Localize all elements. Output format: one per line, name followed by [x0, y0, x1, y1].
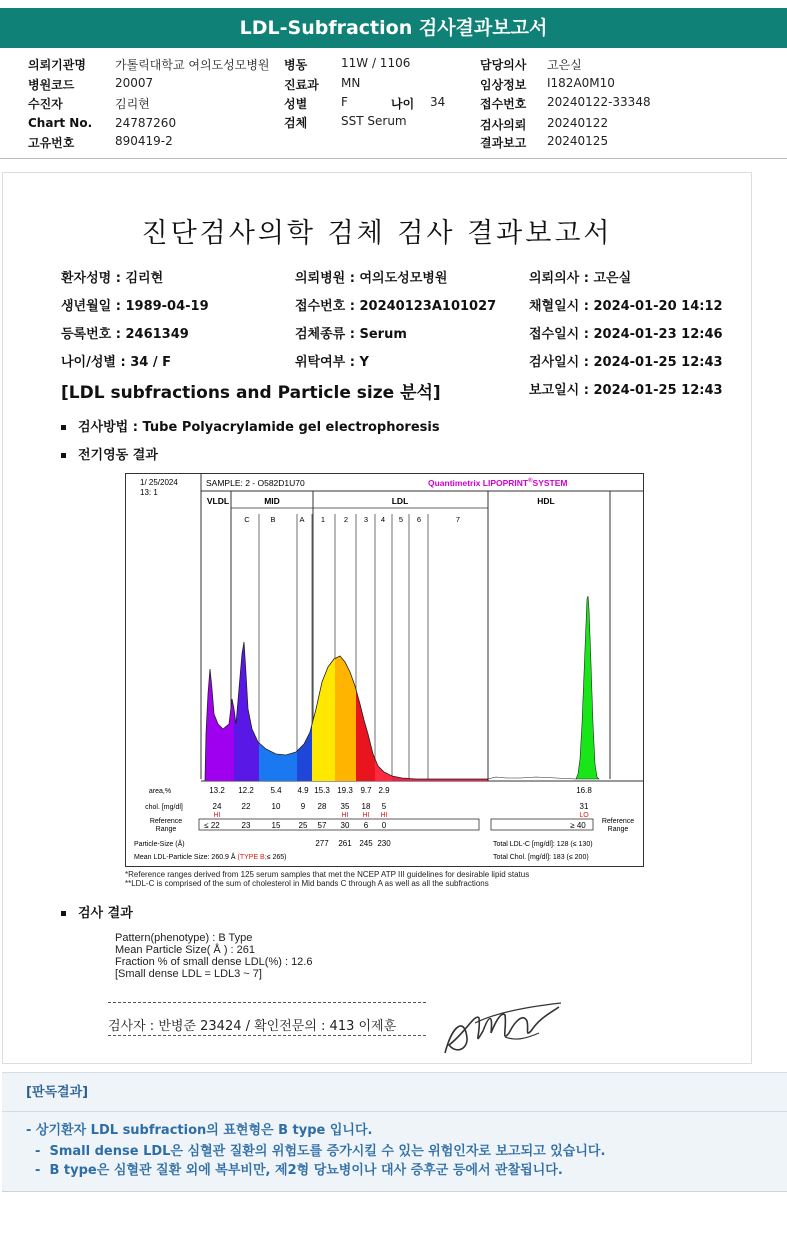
ref-value: 30 — [340, 821, 350, 830]
report-title: LDL-Subfraction 검사결과보고서 — [239, 17, 548, 39]
band-fill-l2 — [335, 624, 356, 781]
document-title: 진단검사의학 검체 검사 결과보고서 — [141, 218, 613, 249]
patient-info: 환자성명 : 김리현 — [61, 271, 164, 286]
header-key: 병원코드 — [28, 78, 75, 92]
band-label-C: C — [244, 515, 250, 524]
group-label-ldl: LDL — [391, 496, 409, 506]
header-key: 검체 — [284, 116, 308, 130]
signature-dash-top — [108, 1002, 426, 1003]
band-label-1: 1 — [320, 515, 326, 524]
chol-flag: HI — [213, 812, 221, 819]
ref-value: ≤ 22 — [204, 821, 220, 830]
ref-value: ≥ 40 — [570, 821, 586, 830]
ref-value: 0 — [381, 821, 387, 830]
chol-flag: HI — [380, 812, 388, 819]
patient-info: 접수번호 : 20240123A101027 — [295, 299, 497, 314]
band-label-B: B — [270, 515, 276, 524]
band-label-5: 5 — [398, 515, 404, 524]
chart-note-1: *Reference ranges derived from 125 serum samples that met the NCEP ATP III guidelines for desirable lipid status — [125, 870, 530, 879]
chart-note-2: **LDL-C is comprised of the sum of cholesterol in Mid bands C through A as well as all the subfractions — [125, 879, 489, 888]
header-value: 가톨릭대학교 여의도성모병원 — [115, 58, 270, 72]
band-label-2: 2 — [343, 515, 349, 524]
chart-brand: Quantimetrix LIPOPRINT®SYSTEM — [428, 478, 568, 488]
header-key: 접수번호 — [480, 97, 527, 111]
electro-bullet — [61, 444, 158, 463]
ref-value: 57 — [317, 821, 327, 830]
area-value: 12.2 — [238, 786, 254, 795]
band-fill-a — [297, 624, 312, 781]
chart-sample: SAMPLE: 2 - O582D1U70 — [206, 478, 305, 488]
ref-value: 15 — [271, 821, 281, 830]
group-label-vldl: VLDL — [206, 496, 230, 506]
header-value: F — [341, 95, 348, 109]
chol-value: 9 — [300, 802, 306, 811]
area-value: 5.4 — [270, 786, 282, 795]
group-label-hdl: HDL — [537, 496, 555, 506]
chol-flag: HI — [362, 812, 370, 819]
interpretation-line: - Small dense LDL은 심혈관 질환의 위험도를 증가시킬 수 있는 위험인자로 보고되고 있습니다. — [26, 1144, 606, 1159]
area-value: 2.9 — [378, 786, 390, 795]
header-value: 고은실 — [547, 58, 582, 72]
patient-info: 검체종류 : Serum — [295, 327, 407, 342]
band-label-6: 6 — [416, 515, 422, 524]
header-key: 임상정보 — [480, 78, 527, 92]
header-value: 34 — [430, 95, 446, 109]
electrophoresis-svg — [126, 474, 643, 866]
header-key: 성별 — [284, 97, 308, 111]
ref-label-right: Reference — [601, 818, 635, 825]
header-value: 11W / 1106 — [341, 56, 411, 70]
chol-value: 35 — [340, 802, 350, 811]
header-key: 검사의뢰 — [480, 118, 527, 132]
request-header — [0, 52, 787, 152]
band-fill-b — [259, 624, 297, 781]
header-value: 김리현 — [115, 97, 150, 111]
result-pattern: Pattern(phenotype) : B Type — [115, 932, 253, 944]
signature-line: 검사자 : 반병준 23424 / 확인전문의 : 413 이제훈 — [108, 1019, 397, 1034]
group-label-mid: MID — [264, 496, 280, 506]
chol-value: 18 — [361, 802, 371, 811]
area-value: 9.7 — [360, 786, 372, 795]
patient-info: 등록번호 : 2461349 — [61, 327, 189, 342]
report-title-bar — [0, 8, 787, 48]
psize-value: 245 — [359, 839, 373, 848]
chol-value: 31 — [579, 802, 589, 811]
chol-value: 28 — [317, 802, 327, 811]
signature-dash-bottom — [108, 1035, 426, 1036]
chol-value: 10 — [271, 802, 281, 811]
mean-ldl-size: Mean LDL-Particle Size: 260.9 Å (TYPE B;≤ 265) — [134, 854, 287, 861]
chol-label: chol. [mg/dl] — [145, 804, 183, 811]
patient-info: 접수일시 : 2024-01-23 12:46 — [529, 327, 723, 342]
ref-value: 23 — [241, 821, 251, 830]
interpretation-label: [판독결과] — [26, 1085, 89, 1100]
header-value: 20240122-33348 — [547, 95, 651, 109]
ref-label: Reference — [149, 818, 183, 825]
band-fill-vldl — [205, 624, 234, 781]
psize-value: 277 — [315, 839, 329, 848]
band-label-7: 7 — [455, 515, 461, 524]
report-document — [2, 172, 752, 1064]
bullet-icon — [61, 453, 66, 458]
interpretation-panel — [2, 1072, 787, 1192]
header-key: 의뢰기관명 — [28, 58, 86, 72]
ref-value: 6 — [363, 821, 369, 830]
total-ldl: Total LDL-C [mg/dl]: 128 (≤ 130) — [493, 841, 593, 848]
band-label-3: 3 — [363, 515, 369, 524]
ref-label: Range — [155, 826, 177, 833]
interpretation-line: - B type은 심혈관 질환 외에 복부비만, 제2형 당뇨병이나 대사 증후군 등에서 관찰됩니다. — [26, 1163, 563, 1178]
electrophoresis-chart — [125, 473, 644, 867]
header-key: 담당의사 — [480, 58, 527, 72]
header-value: 20240125 — [547, 134, 609, 148]
header-value: MN — [341, 76, 361, 90]
chol-value: 22 — [241, 802, 251, 811]
header-key: 나이 — [391, 97, 415, 111]
chol-value: 24 — [212, 802, 222, 811]
patient-info: 검사일시 : 2024-01-25 12:43 — [529, 355, 723, 370]
interpretation-line: - 상기환자 LDL subfraction의 표현형은 B type 입니다. — [26, 1123, 373, 1138]
chol-value: 5 — [381, 802, 387, 811]
patient-info: 나이/성별 : 34 / F — [61, 355, 172, 370]
header-value: 20007 — [115, 76, 154, 90]
psize-label: Particle-Size (Å) — [134, 841, 185, 848]
header-value: 20240122 — [547, 116, 609, 130]
area-value: 13.2 — [209, 786, 225, 795]
hdl-peak — [576, 596, 599, 779]
band-label-4: 4 — [380, 515, 386, 524]
band-fill-l3 — [356, 624, 375, 781]
header-key: 진료과 — [284, 78, 319, 92]
electro-text: 전기영동 결과 — [78, 448, 158, 463]
area-value: 4.9 — [297, 786, 309, 795]
psize-value: 230 — [377, 839, 391, 848]
patient-info: 생년월일 : 1989-04-19 — [61, 299, 209, 314]
report-time: 보고일시 : 2024-01-25 12:43 — [529, 383, 723, 398]
result-particle-size: Mean Particle Size( Å ) : 261 — [115, 944, 256, 956]
interpretation-divider — [2, 1111, 787, 1112]
header-key: 수진자 — [28, 97, 63, 111]
area-value: 19.3 — [337, 786, 353, 795]
chart-run: 13: 1 — [140, 488, 158, 497]
ref-value: 25 — [298, 821, 308, 830]
result-head: 검사 결과 — [78, 906, 133, 921]
bullet-icon — [61, 911, 66, 916]
header-divider — [0, 158, 787, 159]
handwritten-signature — [435, 993, 565, 1063]
band-fill-l1 — [312, 624, 335, 781]
patient-info: 의뢰병원 : 여의도성모병원 — [295, 271, 448, 286]
patient-info: 위탁여부 : Y — [295, 355, 369, 370]
chol-flag: LO — [579, 812, 589, 819]
result-fraction: Fraction % of small dense LDL(%) : 12.6 — [115, 956, 313, 968]
header-key: 결과보고 — [480, 136, 527, 150]
method-bullet — [61, 416, 440, 435]
area-label: area,% — [148, 788, 172, 795]
header-value: SST Serum — [341, 114, 407, 128]
header-key: 고유번호 — [28, 136, 75, 150]
band-fill-l4 — [375, 624, 392, 781]
patient-info: 채혈일시 : 2024-01-20 14:12 — [529, 299, 723, 314]
header-value: I182A0M10 — [547, 76, 615, 90]
band-label-A: A — [299, 515, 305, 524]
total-chol: Total Chol. [mg/dl]: 183 (≤ 200) — [493, 854, 589, 861]
header-key: 병동 — [284, 58, 308, 72]
chol-flag: HI — [341, 812, 349, 819]
chart-date: 1/ 25/2024 — [140, 478, 178, 487]
ref-label-right: Range — [607, 826, 629, 833]
result-sdldl-def: [Small dense LDL = LDL3 ~ 7] — [115, 968, 262, 980]
bullet-icon — [61, 425, 66, 430]
method-text: 검사방법 : Tube Polyacrylamide gel electrophoresis — [78, 420, 440, 435]
header-value: 890419-2 — [115, 134, 173, 148]
analysis-section-title: [LDL subfractions and Particle size 분석] — [61, 383, 441, 403]
header-value: 24787260 — [115, 116, 177, 130]
baseline-trace — [488, 777, 576, 779]
psize-value: 261 — [338, 839, 352, 848]
area-value: 15.3 — [314, 786, 330, 795]
header-key: Chart No. — [28, 116, 93, 130]
area-value: 16.8 — [576, 786, 592, 795]
result-bullet — [61, 902, 133, 921]
band-fill-rest — [392, 624, 488, 781]
patient-info: 의뢰의사 : 고은실 — [529, 271, 632, 286]
